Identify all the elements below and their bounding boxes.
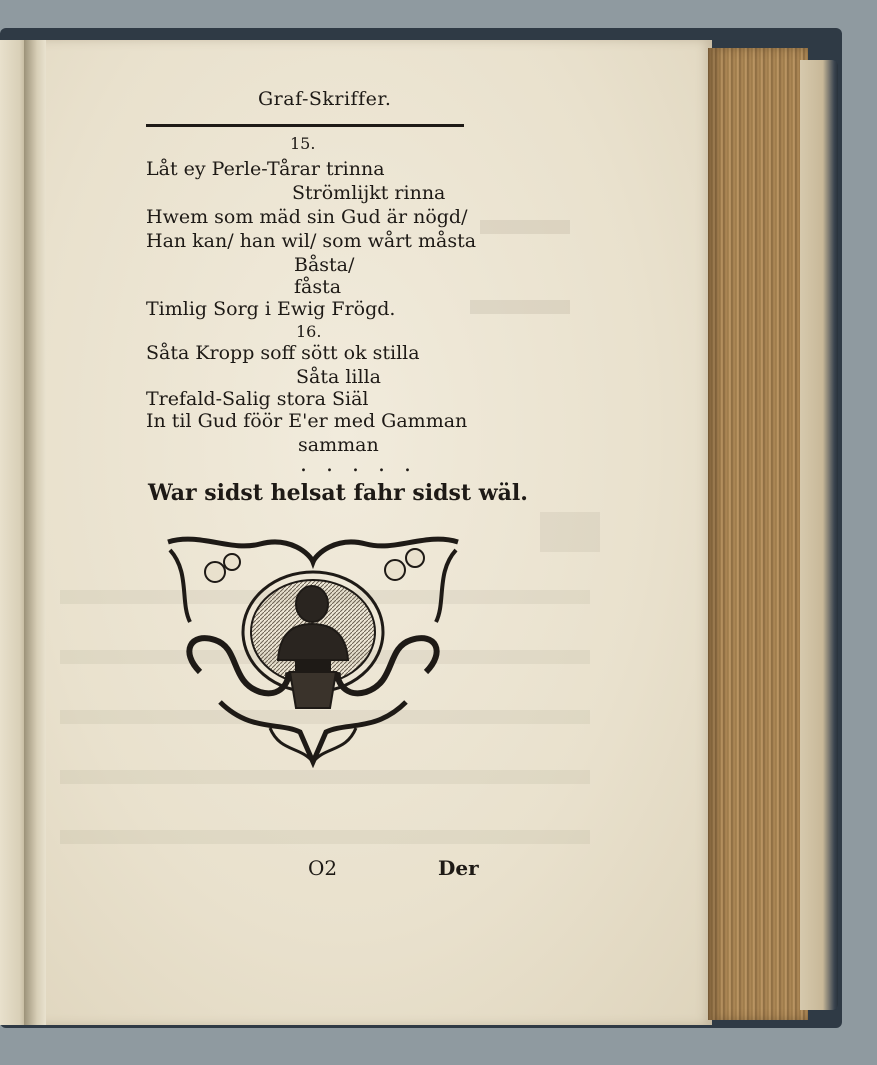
verse-line: Låt ey Perle-Tårar trinna [146,158,385,180]
verse-line: samman [298,434,379,456]
signature-mark: O2 [308,856,338,880]
header-rule [146,124,464,127]
verse-line: Båsta/ [294,254,355,276]
page-fore-edge [708,48,808,1020]
book-gutter [24,40,46,1025]
cover-board-edge [800,60,838,1010]
verse-number: 15. [290,134,316,153]
bust-vignette-icon [160,532,466,768]
verse-line: In til Gud föör E'er med Gamman [146,410,468,432]
catchword: Der [438,856,479,880]
running-title: Graf-Skriffer. [258,88,392,110]
verse-number: 16. [296,322,322,341]
closing-motto: War sidst helsat fahr sidst wäl. [148,480,528,506]
verse-line: Han kan/ han wil/ som wårt måsta [146,230,477,252]
verse-line: Såta lilla [296,366,381,388]
verse-line: Såta Kropp soff sött ok stilla [146,342,420,364]
ellipsis-dots: . . . . . [300,452,417,477]
verse-line: fåsta [294,276,342,298]
verse-line: Trefald-Salig stora Siäl [146,388,369,410]
verse-line: Hwem som mäd sin Gud är nögd/ [146,206,468,228]
verse-line: Timlig Sorg i Ewig Frögd. [146,298,396,320]
verse-line: Strömlijkt rinna [292,182,446,204]
